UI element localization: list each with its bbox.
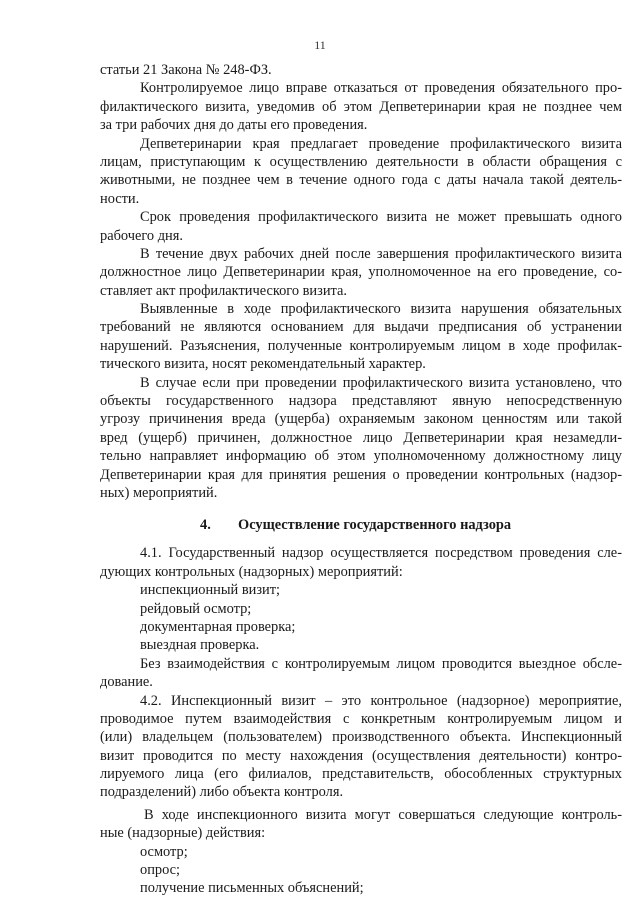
text-line: рабочего дня. — [100, 227, 183, 244]
text-line: за три рабочих дня до даты его проведения. — [100, 117, 368, 134]
list-item: осмотр; — [140, 843, 188, 860]
text-line: В ходе инспекционного визита могут совершаться следующие контроль- — [144, 806, 622, 823]
text-line: тического визита, носят рекомендательный характер. — [100, 356, 426, 373]
text-line: Депветеринарии края для принятия решения о проведении контрольных (надзор- — [100, 466, 622, 483]
text-line: Срок проведения профилактического визита не может превышать одного — [140, 209, 622, 226]
document-body — [100, 61, 622, 898]
list-item: документарная проверка; — [140, 618, 296, 635]
list-item: получение письменных объяснений; — [140, 880, 364, 897]
text-line: визит проводится по месту нахождения (осуществления деятельности) контро- — [100, 747, 622, 764]
text-line: лицам, приступающим к осуществлению деятельности в области обращения с — [100, 153, 622, 170]
text-line: статьи 21 Закона № 248-ФЗ. — [100, 62, 272, 78]
section-heading — [100, 514, 622, 536]
list-item: опрос; — [140, 862, 181, 879]
text-line: Депветеринарии края предлагает проведение профилактического визита — [140, 135, 622, 152]
list-item: инспекционный визит; — [140, 582, 281, 599]
text-line: должностное лицо Депветеринарии края, уполномоченное на его проведение, со- — [100, 264, 622, 281]
text-line: 4.1. Государственный надзор осуществляется посредством проведения сле- — [140, 545, 622, 562]
text-line: В течение двух рабочих дней после завершения профилактического визита — [140, 245, 622, 262]
text-line: ных) мероприятий. — [100, 484, 218, 501]
page-number: 11 — [314, 38, 326, 52]
text-line: животными, не позднее чем в течение одного года с даты начала такой деятель- — [100, 172, 622, 189]
text-line: требований не являются основанием для выдачи предписания об устранении — [100, 319, 622, 336]
text-line: В случае если при проведении профилактического визита установлено, что — [140, 374, 622, 391]
section-title: Осуществление государственного надзора — [238, 517, 512, 534]
text-line: тельно направляет информацию об этом уполномоченному должностному лицу — [100, 448, 622, 465]
text-line: проводимое путем взаимодействия с конкретным контролируемым лицом и — [100, 710, 622, 727]
text-line: ные (надзорные) действия: — [100, 825, 266, 842]
text-line: ставляет акт профилактического визита. — [100, 282, 347, 299]
text-line: ности. — [100, 190, 140, 207]
text-line: объекты государственного надзора представляют явную непосредственную — [100, 393, 622, 410]
text-line: 4.2. Инспекционный визит – это контрольное (надзорное) мероприятие, — [140, 692, 622, 709]
text-line: филактического визита, уведомив об этом Депветеринарии края не позднее чем — [100, 98, 622, 115]
text-line: Без взаимодействия с контролируемым лицом проводится выездное обсле- — [140, 655, 622, 672]
text-line: (или) владельцем (пользователем) производственного объекта. Инспекционный — [100, 729, 622, 746]
text-line: лируемого лица (его филиалов, представительств, обособленных структурных — [100, 766, 622, 783]
text-line: угрозу причинения вреда (ущерба) охраняемым законом ценностям или такой — [100, 411, 622, 428]
text-line: подразделений) либо объекта контроля. — [100, 784, 344, 801]
text-line: Контролируемое лицо вправе отказаться от проведения обязательного про- — [140, 80, 622, 97]
list-item: выездная проверка. — [140, 637, 260, 654]
text-line: нарушений. Разъяснения, полученные контролируемым лицом в ходе профилак- — [100, 337, 622, 354]
text-line: Выявленные в ходе профилактического визита нарушения обязательных — [140, 301, 622, 318]
text-line: дующих контрольных (надзорных) мероприятий: — [100, 563, 403, 580]
section-number: 4. — [200, 517, 211, 534]
text-line: дование. — [100, 674, 153, 691]
text-line: вред (ущерб) причинен, должностное лицо Депветеринарии края незамедли- — [100, 429, 622, 446]
list-item: рейдовый осмотр; — [140, 600, 252, 617]
